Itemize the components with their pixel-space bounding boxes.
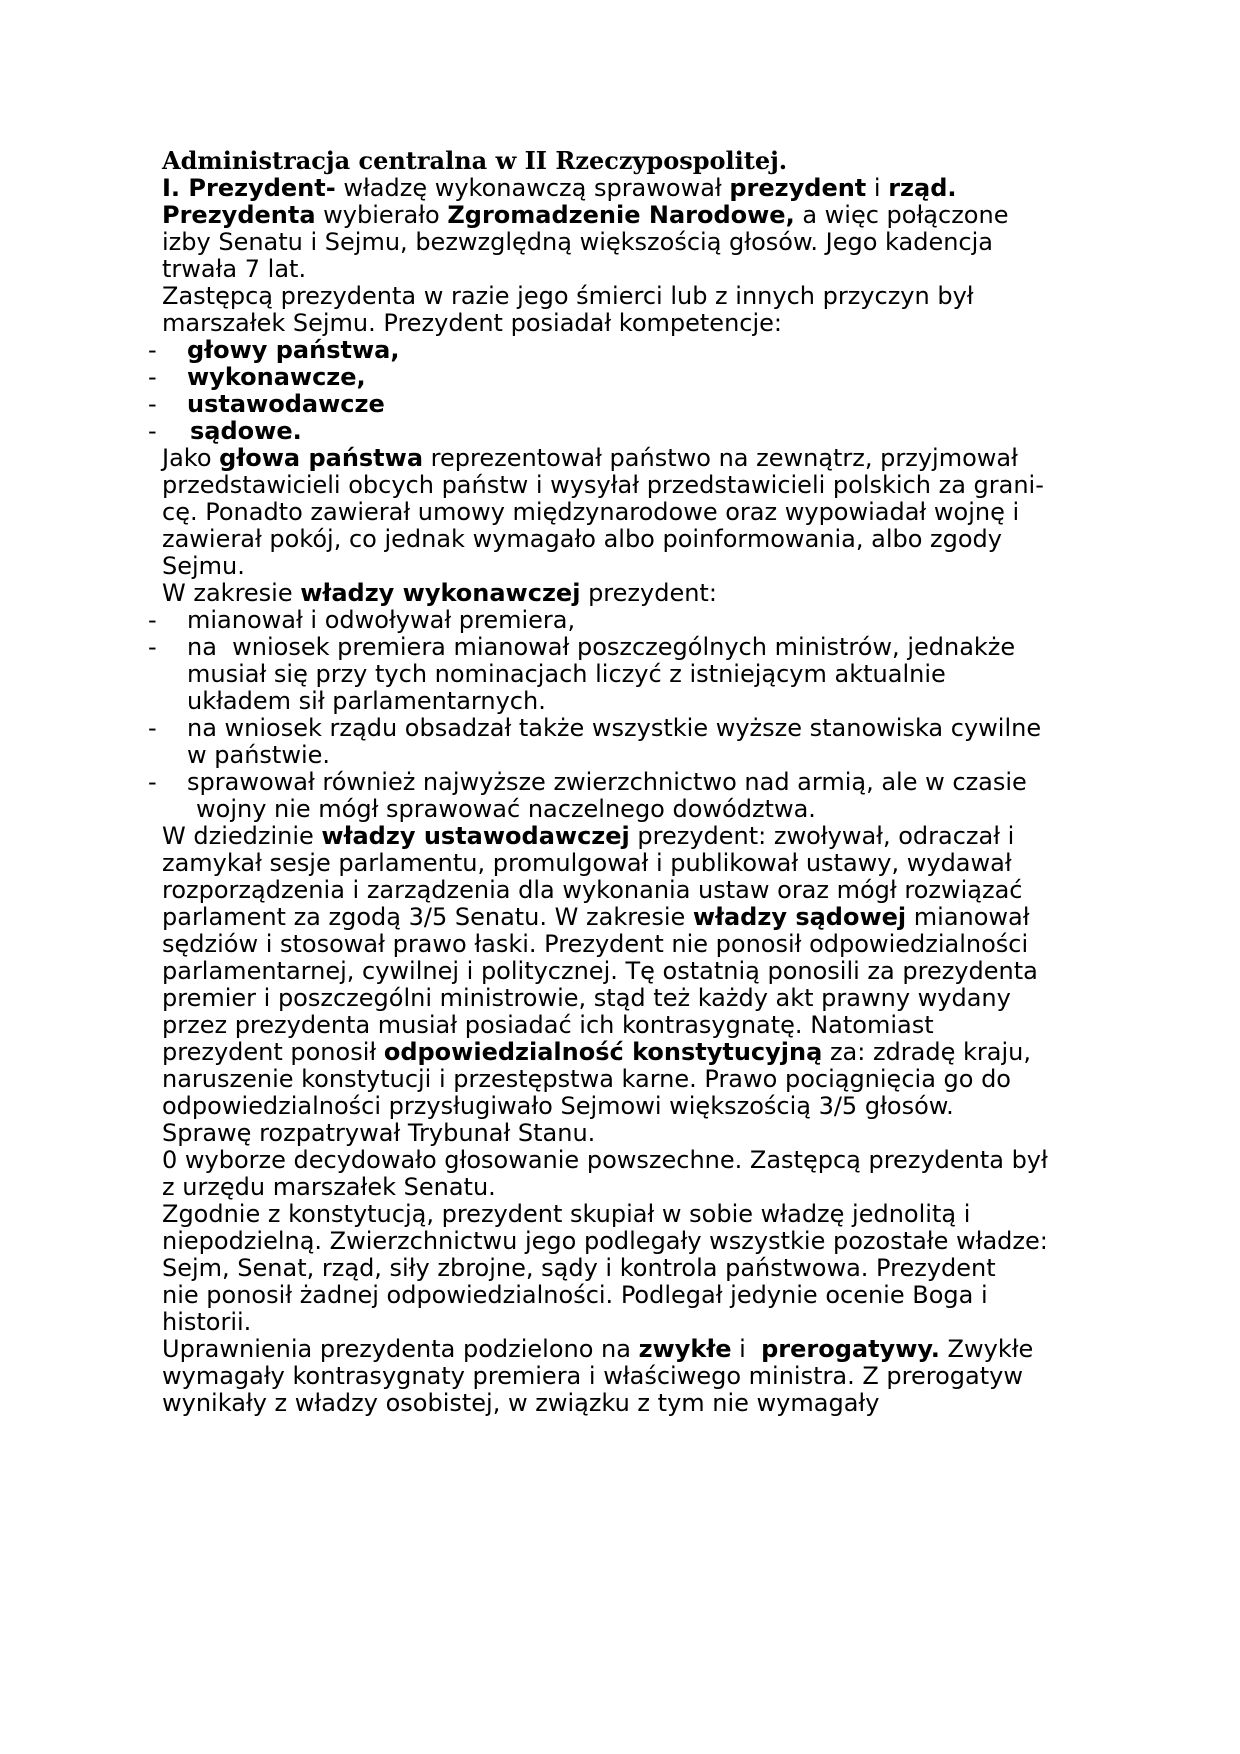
- text-line: [187, 740, 330, 770]
- text-run: mianował: [906, 903, 1030, 931]
- text-line: [162, 1145, 1048, 1175]
- text-line: [162, 578, 717, 608]
- text-line: [187, 686, 546, 716]
- bold-text: wykonawcze,: [187, 363, 366, 391]
- list-dash: -: [148, 363, 157, 391]
- text-run: zamykał sesje parlamentu, promulgował i publikował ustawy, wydawał: [162, 849, 1012, 877]
- text-line: [162, 1037, 1031, 1067]
- text-run: naruszenie konstytucji i przestępstwa karne. Prawo pociągnięcia go do: [162, 1065, 1011, 1093]
- text-run: odpowiedzialności przysługiwało Sejmowi większością 3/5 głosów.: [162, 1092, 954, 1120]
- list-dash: -: [148, 633, 157, 661]
- text-line: [187, 389, 385, 419]
- text-line: [162, 281, 974, 311]
- text-run: na wniosek rządu obsadzał także wszystkie wyższe stanowiska cywilne: [187, 714, 1042, 742]
- text-run: wojny nie mógł sprawować naczelnego dowództwa.: [196, 795, 816, 823]
- text-run: Jako: [162, 444, 220, 472]
- document-title: Administracja centralna w II Rzeczypospolitej.: [162, 146, 788, 175]
- text-run: za: zdradę kraju,: [822, 1038, 1031, 1066]
- text-run: nie ponosił żadnej odpowiedzialności. Podlegał jedynie ocenie Boga i: [162, 1281, 988, 1309]
- text-run: premier i poszczególni ministrowie, stąd też każdy akt prawny wydany: [162, 984, 1011, 1012]
- text-run: prezydent:: [580, 579, 717, 607]
- text-line: [162, 443, 1018, 473]
- text-line: [187, 713, 1041, 743]
- text-run: wybierało: [315, 201, 448, 229]
- text-run: władzę wykonawczą sprawował: [335, 174, 730, 202]
- text-line: [162, 470, 1044, 500]
- text-line: [187, 605, 575, 635]
- text-line: [162, 1334, 1033, 1364]
- text-line: [162, 1172, 496, 1202]
- text-line: [162, 1253, 996, 1283]
- text-run: i: [731, 1335, 762, 1363]
- bold-text: rząd.: [888, 174, 957, 202]
- text-line: [162, 1361, 1023, 1391]
- list-dash: -: [148, 606, 157, 634]
- text-line: [162, 1118, 595, 1148]
- list-dash: -: [148, 768, 157, 796]
- list-dash: -: [148, 336, 157, 364]
- text-run: parlamentarnej, cywilnej i politycznej. Tę ostatnią ponosili za prezydenta: [162, 957, 1038, 985]
- text-run: na wniosek premiera mianował poszczególnych ministrów, jednakże: [187, 633, 1016, 661]
- text-line: [162, 821, 1014, 851]
- list-dash: -: [148, 390, 157, 418]
- text-run: przez prezydenta musiał posiadać ich kontrasygnatę. Natomiast: [162, 1011, 934, 1039]
- bold-text: władzy wykonawczej: [300, 579, 581, 607]
- text-run: rozporządzenia i zarządzenia dla wykonania ustaw oraz mógł rozwiązać: [162, 876, 1023, 904]
- text-line: [162, 1010, 934, 1040]
- bold-text: prerogatywy.: [761, 1335, 940, 1363]
- text-run: z urzędu marszałek Senatu.: [162, 1173, 496, 1201]
- text-run: Sejmu.: [162, 552, 245, 580]
- text-run: parlament za zgodą 3/5 Senatu. W zakresie: [162, 903, 693, 931]
- text-line: [196, 794, 816, 824]
- text-run: układem sił parlamentarnych.: [187, 687, 546, 715]
- text-run: Uprawnienia prezydenta podzielono na: [162, 1335, 639, 1363]
- text-run: cę. Ponadto zawierał umowy międzynarodowe oraz wypowiadał wojnę i: [162, 498, 1020, 526]
- text-run: wynikały z władzy osobistej, w związku z tym nie wymagały: [162, 1389, 880, 1417]
- text-line: [162, 983, 1011, 1013]
- text-line: [162, 1226, 1048, 1256]
- bold-text: odpowiedzialność konstytucyjną: [383, 1038, 823, 1066]
- text-run: w państwie.: [187, 741, 331, 769]
- text-line: [187, 632, 1015, 662]
- text-line: [187, 335, 399, 365]
- text-run: niepodzielną. Zwierzchnictwu jego podlegały wszystkie pozostałe władze:: [162, 1227, 1048, 1255]
- text-run: musiał się przy tych nominacjach liczyć z istniejącym aktualnie: [187, 660, 946, 688]
- text-run: Zwykłe: [939, 1335, 1034, 1363]
- text-run: Sprawę rozpatrywał Trybunał Stanu.: [162, 1119, 596, 1147]
- text-run: i: [866, 174, 889, 202]
- text-line: [162, 308, 782, 338]
- bold-text: głowa państwa: [219, 444, 424, 472]
- text-line: [187, 362, 366, 392]
- text-line: [162, 173, 957, 203]
- text-run: historii.: [162, 1308, 252, 1336]
- text-line: [162, 1091, 954, 1121]
- text-line: [162, 1388, 879, 1418]
- list-dash: -: [148, 714, 157, 742]
- text-line: [162, 1064, 1011, 1094]
- text-line: [162, 200, 1008, 230]
- text-run: sprawował również najwyższe zwierzchnictwo nad armią, ale w czasie: [187, 768, 1027, 796]
- text-run: W dziedzinie: [162, 822, 322, 850]
- text-line: [162, 1280, 988, 1310]
- text-line: [162, 902, 1030, 932]
- text-run: Zastępcą prezydenta w razie jego śmierci lub z innych przyczyn był: [162, 282, 974, 310]
- text-run: Zgodnie z konstytucją, prezydent skupiał w sobie władzę jednolitą i: [162, 1200, 971, 1228]
- text-run: Sejm, Senat, rząd, siły zbrojne, sądy i kontrola państwowa. Prezydent: [162, 1254, 996, 1282]
- bold-text: Zgromadzenie Narodowe,: [447, 201, 795, 229]
- text-run: przedstawicieli obcych państw i wysyłał przedstawicieli polskich za grani-: [162, 471, 1044, 499]
- text-run: prezydent: zwoływał, odraczał i: [629, 822, 1015, 850]
- text-run: 0 wyborze decydowało głosowanie powszechne. Zastępcą prezydenta był: [162, 1146, 1048, 1174]
- text-run: prezydent ponosił: [162, 1038, 384, 1066]
- text-line: [162, 1199, 970, 1229]
- text-run: trwała 7 lat.: [162, 255, 307, 283]
- text-run: mianował i odwoływał premiera,: [187, 606, 576, 634]
- bold-text: I. Prezydent-: [162, 174, 336, 202]
- text-line: [162, 956, 1038, 986]
- bold-text: zwykłe: [638, 1335, 732, 1363]
- text-line: [162, 254, 306, 284]
- list-dash: -: [148, 417, 157, 445]
- bold-text: prezydent: [729, 174, 867, 202]
- text-line: [162, 551, 245, 581]
- text-line: [162, 1307, 251, 1337]
- text-line: [162, 875, 1022, 905]
- text-line: [162, 227, 993, 257]
- bold-text: władzy ustawodawczej: [321, 822, 630, 850]
- text-line: [162, 497, 1019, 527]
- bold-text: głowy państwa,: [187, 336, 400, 364]
- text-run: izby Senatu i Sejmu, bezwzględną większością głosów. Jego kadencja: [162, 228, 993, 256]
- text-line: [187, 767, 1027, 797]
- text-line: [187, 659, 946, 689]
- bold-text: sądowe.: [190, 417, 302, 445]
- text-run: marszałek Sejmu. Prezydent posiadał kompetencje:: [162, 309, 782, 337]
- text-run: a więc połączone: [794, 201, 1009, 229]
- text-line: [162, 929, 1028, 959]
- text-run: W zakresie: [162, 579, 301, 607]
- bold-text: władzy sądowej: [692, 903, 907, 931]
- bold-text: ustawodawcze: [187, 390, 385, 418]
- text-line: [162, 848, 1012, 878]
- text-run: wymagały kontrasygnaty premiera i właściwego ministra. Z prerogatyw: [162, 1362, 1023, 1390]
- text-line: [162, 524, 1002, 554]
- text-line: [190, 416, 302, 446]
- bold-text: Prezydenta: [162, 201, 316, 229]
- text-run: sędziów i stosował prawo łaski. Prezydent nie ponosił odpowiedzialności: [162, 930, 1029, 958]
- text-run: reprezentował państwo na zewnątrz, przyjmował: [423, 444, 1018, 472]
- text-run: zawierał pokój, co jednak wymagało albo poinformowania, albo zgody: [162, 525, 1002, 553]
